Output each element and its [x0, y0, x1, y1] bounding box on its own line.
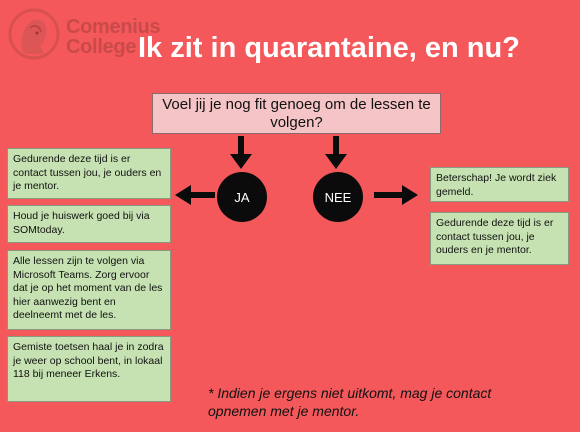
arrow-right-icon [374, 185, 418, 205]
arrow-down-right-icon [325, 136, 347, 170]
yes-circle: JA [217, 172, 267, 222]
logo-text-line2: College [66, 36, 137, 58]
no-info-box-contact: Gedurende deze tijd is er contact tussen jou, je ouders en je mentor. [430, 212, 569, 265]
yes-info-box-contact: Gedurende deze tijd is er contact tussen jou, je ouders en je mentor. [7, 148, 171, 199]
page-title: Ik zit in quarantaine, en nu? [138, 32, 520, 64]
logo-text-line1: Comenius [66, 16, 161, 38]
yes-info-box-tests: Gemiste toetsen haal je in zodra je weer op school bent, in lokaal 118 bij meneer Erkens. [7, 336, 171, 402]
footnote: * Indien je ergens niet uitkomt, mag je contact opnemen met je mentor. [208, 385, 492, 419]
no-info-box-sick: Beterschap! Je wordt ziek gemeld. [430, 167, 569, 202]
arrow-down-left-icon [230, 136, 252, 170]
yes-info-box-homework: Houd je huiswerk goed bij via SOMtoday. [7, 205, 171, 243]
yes-info-box-teams: Alle lessen zijn te volgen via Microsoft Teams. Zorg ervoor dat je op het moment van de les hier aanwezig bent en deelneemt met de les. [7, 250, 171, 330]
portrait-emblem-icon [8, 6, 64, 62]
question-box: Voel jij je nog fit genoeg om de lessen te volgen? [152, 93, 441, 134]
no-circle: NEE [313, 172, 363, 222]
arrow-left-icon [175, 185, 215, 205]
